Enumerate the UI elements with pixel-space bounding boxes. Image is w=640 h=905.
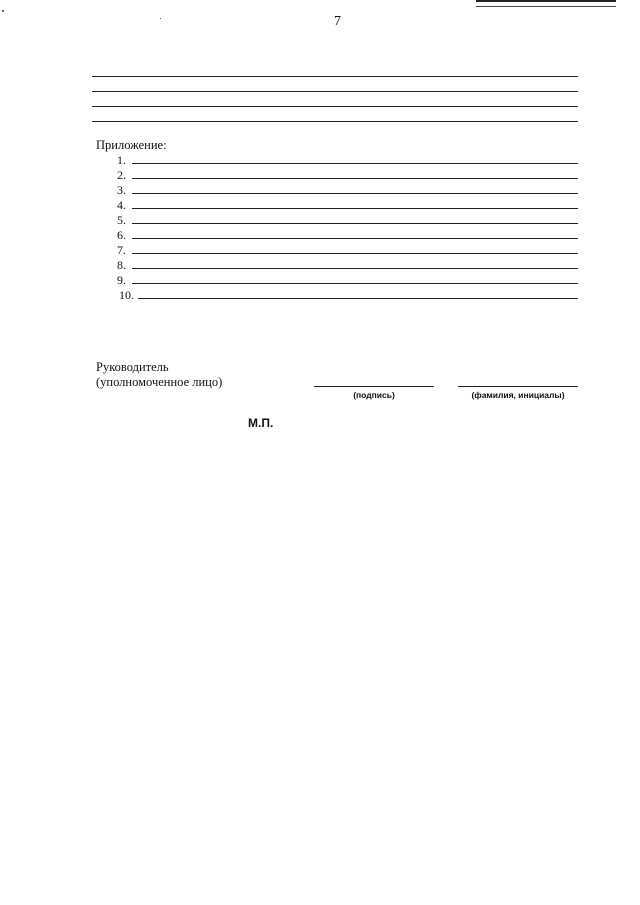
annex-item-blank [132,283,578,284]
stamp-placeholder: М.П. [248,416,274,430]
blank-text-line [92,91,578,92]
annex-item-blank [132,178,578,179]
annex-item-blank [132,253,578,254]
annex-item-blank [132,208,578,209]
annex-item-number: 1. [117,153,126,167]
annex-item-number: 4. [117,198,126,212]
annex-item-blank [138,298,578,299]
name-caption: (фамилия, инициалы) [471,390,565,400]
annex-item-number: 3. [117,183,126,197]
annex-item-number: 6. [117,228,126,242]
blank-text-line [92,76,578,77]
annex-item-number: 9. [117,273,126,287]
signer-title-note: (уполномоченное лицо) [96,375,223,389]
annex-item-number: 2. [117,168,126,182]
blank-text-line [92,106,578,107]
signature-caption: (подпись) [353,390,395,400]
blank-text-line [92,121,578,122]
signer-title [96,360,222,390]
page-number: 7 [334,14,341,29]
annex-heading: Приложение: [96,138,167,152]
annex-item-number: 7. [117,243,126,257]
annex-item-blank [132,238,578,239]
name-line [458,386,578,387]
annex-item-number: 10. [119,288,134,302]
signer-title-line: Руководитель [96,360,169,374]
annex-item-blank [132,193,578,194]
annex-item-number: 5. [117,213,126,227]
scan-speck [160,18,161,19]
annex-item-blank [132,223,578,224]
scan-edge-mark [476,0,616,7]
annex-item-blank [132,268,578,269]
annex-item-blank [132,163,578,164]
annex-item-number: 8. [117,258,126,272]
scan-speck [2,10,4,12]
signature-line [314,386,434,387]
